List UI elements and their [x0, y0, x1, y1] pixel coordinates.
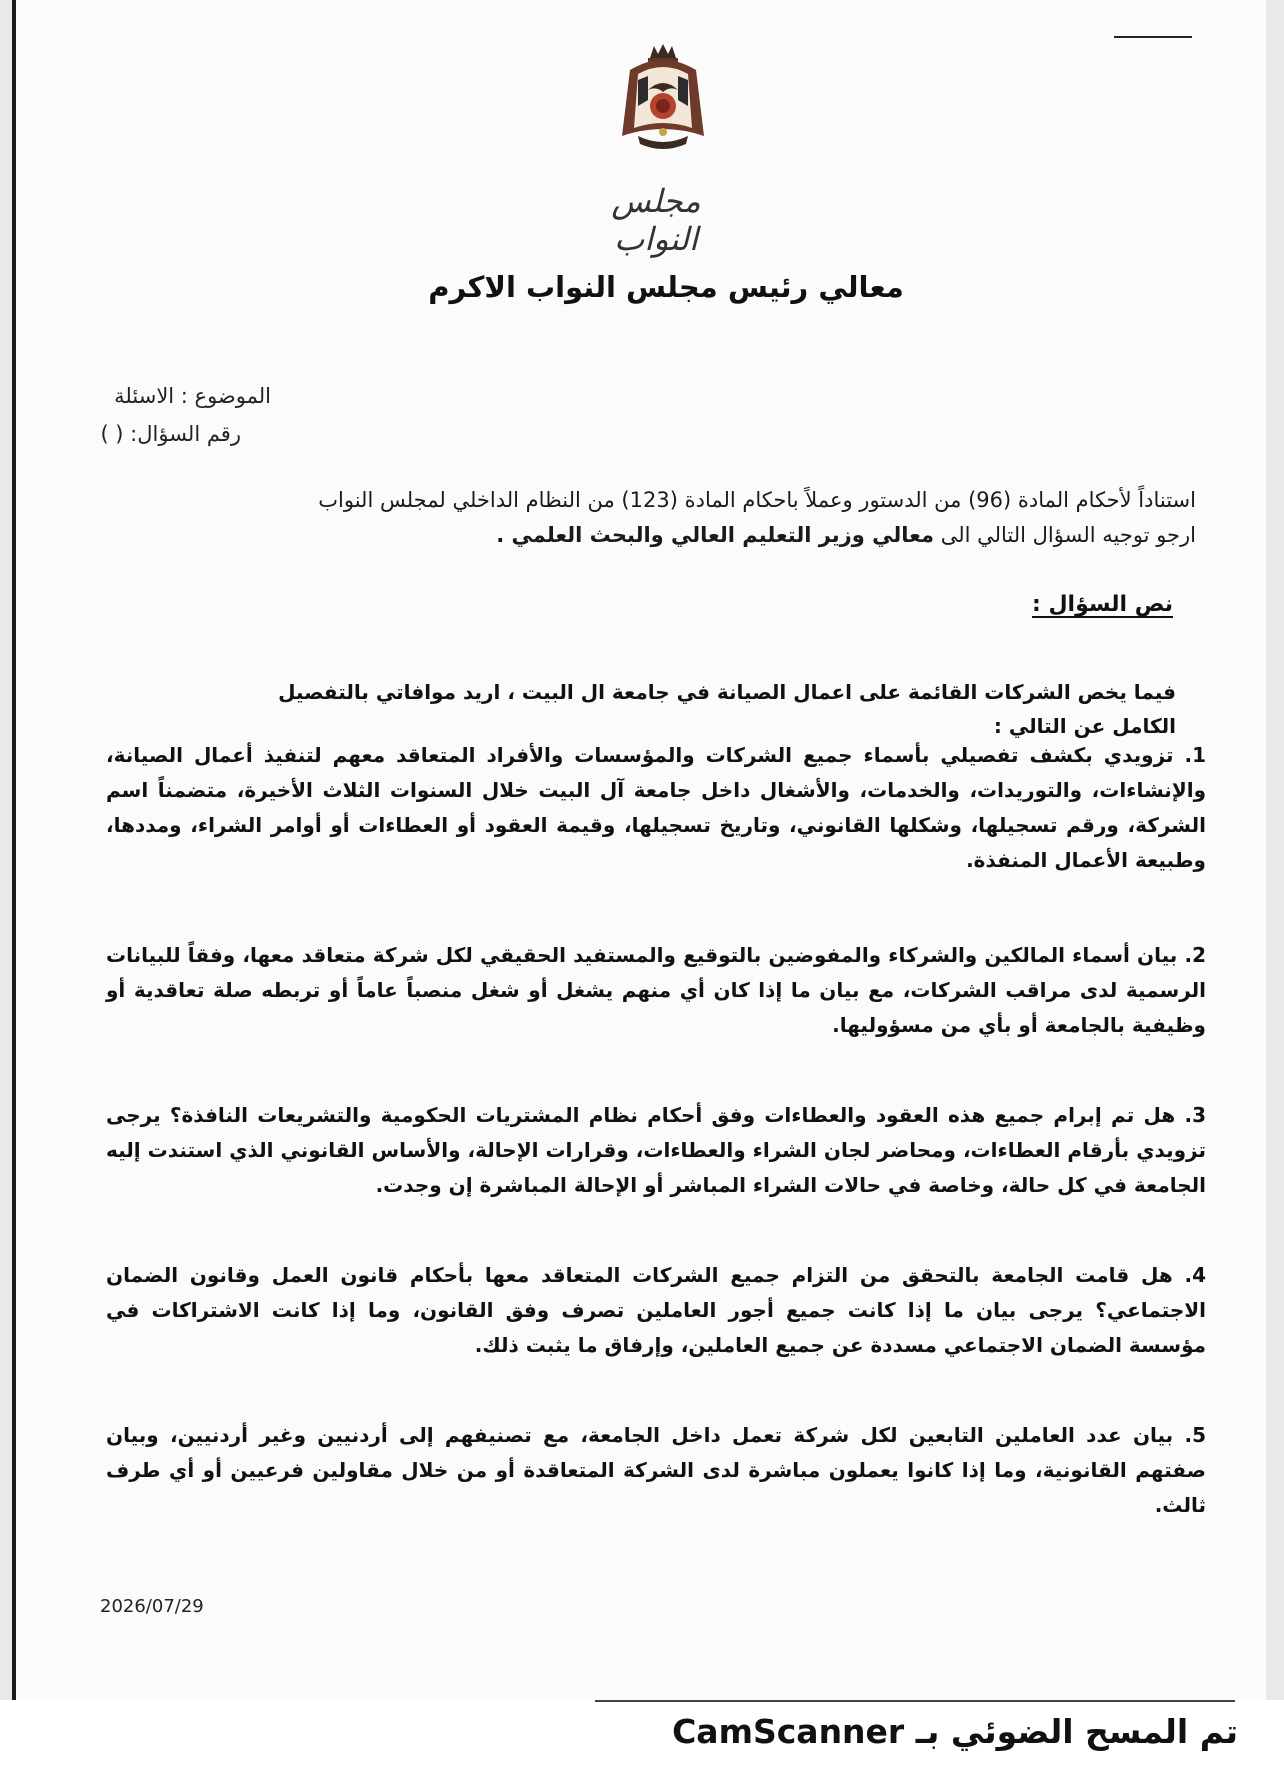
document-date: 2026/07/29 — [100, 1596, 204, 1617]
question-number-line: رقم السؤال: ( ) — [100, 422, 241, 446]
jordan-coat-of-arms-icon — [608, 40, 718, 160]
lead-paragraph: فيما يخص الشركات القائمة على اعمال الصيانة في جامعة ال البيت ، اريد موافاتي بالتفصيل الكامل عن التالي : — [278, 680, 1176, 738]
question-text-heading: نص السؤال : — [1031, 592, 1173, 617]
footer-rule — [595, 1700, 1235, 1702]
intro-line-2-minister: معالي وزير التعليم العالي والبحث العلمي . — [496, 523, 935, 547]
emblem-caption: مجلس النواب — [611, 182, 701, 258]
question-item-1: 1. تزويدي بكشف تفصيلي بأسماء جميع الشركات والمؤسسات والأفراد المتعاقد معهم لتنفيذ أعمال الصيانة، والإنشاءات، والتوريدات، والخدمات، والأشغال داخل جامعة آل البيت خلال السنوات الثلاث الأخيرة، متضمناً اسم الشركة، ورقم تسجيلها، وشكلها القانوني، وتاريخ تسجيلها، وقيمة العقود أو العطاءات أو أوامر الشراء، ومددها، وطبيعة الأعمال المنفذة. — [106, 743, 1206, 872]
intro-line-2 — [241, 518, 1196, 553]
question-item-2: 2. بيان أسماء المالكين والشركاء والمفوضين بالتوقيع والمستفيد الحقيقي لكل شركة متعاقد معها، وفقاً للبيانات الرسمية لدى مراقب الشركات، مع بيان ما إذا كان أي منهم يشغل أو شغل منصباً عاماً أو تربطه صلة تعاقدية أو وظيفية بالجامعة أو بأي من مسؤوليها. — [106, 943, 1206, 1037]
intro-paragraph — [241, 483, 1196, 553]
intro-line-1: استناداً لأحكام المادة (96) من الدستور وعملاً باحكام المادة (123) من النظام الداخلي لمجلس النواب — [318, 488, 1196, 512]
top-rule — [1114, 36, 1192, 38]
addressee-heading: معالي رئيس مجلس النواب الاكرم — [428, 270, 904, 304]
question-item-5: 5. بيان عدد العاملين التابعين لكل شركة تعمل داخل الجامعة، مع تصنيفهم إلى أردنيين وغير أردنيين، وبيان صفتهم القانونية، وما إذا كانوا يعملون مباشرة لدى الشركة المتعاقدة أو من خلال مقاولين فرعيين أو أي طرف ثالث. — [106, 1423, 1206, 1517]
document-page — [12, 0, 1266, 1700]
question-item-4: 4. هل قامت الجامعة بالتحقق من التزام جميع الشركات المتعاقد معها بأحكام قانون العمل وقانون الضمان الاجتماعي؟ يرجى بيان ما إذا كانت جميع أجور العاملين تصرف وفق القانون، وما إذا كانت الاشتراكات في مؤسسة الضمان الاجتماعي مسددة عن جميع العاملين، وإرفاق ما يثبت ذلك. — [106, 1263, 1206, 1357]
intro-line-2-prefix: ارجو توجيه السؤال التالي الى — [940, 523, 1196, 547]
subject-line: الموضوع : الاسئلة — [114, 384, 271, 408]
scanner-footer — [0, 1700, 1284, 1779]
camscanner-watermark: تم المسح الضوئي بـ CamScanner — [672, 1712, 1238, 1751]
question-item-3: 3. هل تم إبرام جميع هذه العقود والعطاءات وفق أحكام نظام المشتريات الحكومية والتشريعات النافذة؟ يرجى تزويدي بأرقام العطاءات، ومحاضر لجان الشراء والعطاءات، وقرارات الإحالة، والأساس القانوني الذي استندت إليه الجامعة في كل حالة، وخاصة في حالات الشراء المباشر أو الإحالة المباشرة إن وجدت. — [106, 1103, 1206, 1197]
